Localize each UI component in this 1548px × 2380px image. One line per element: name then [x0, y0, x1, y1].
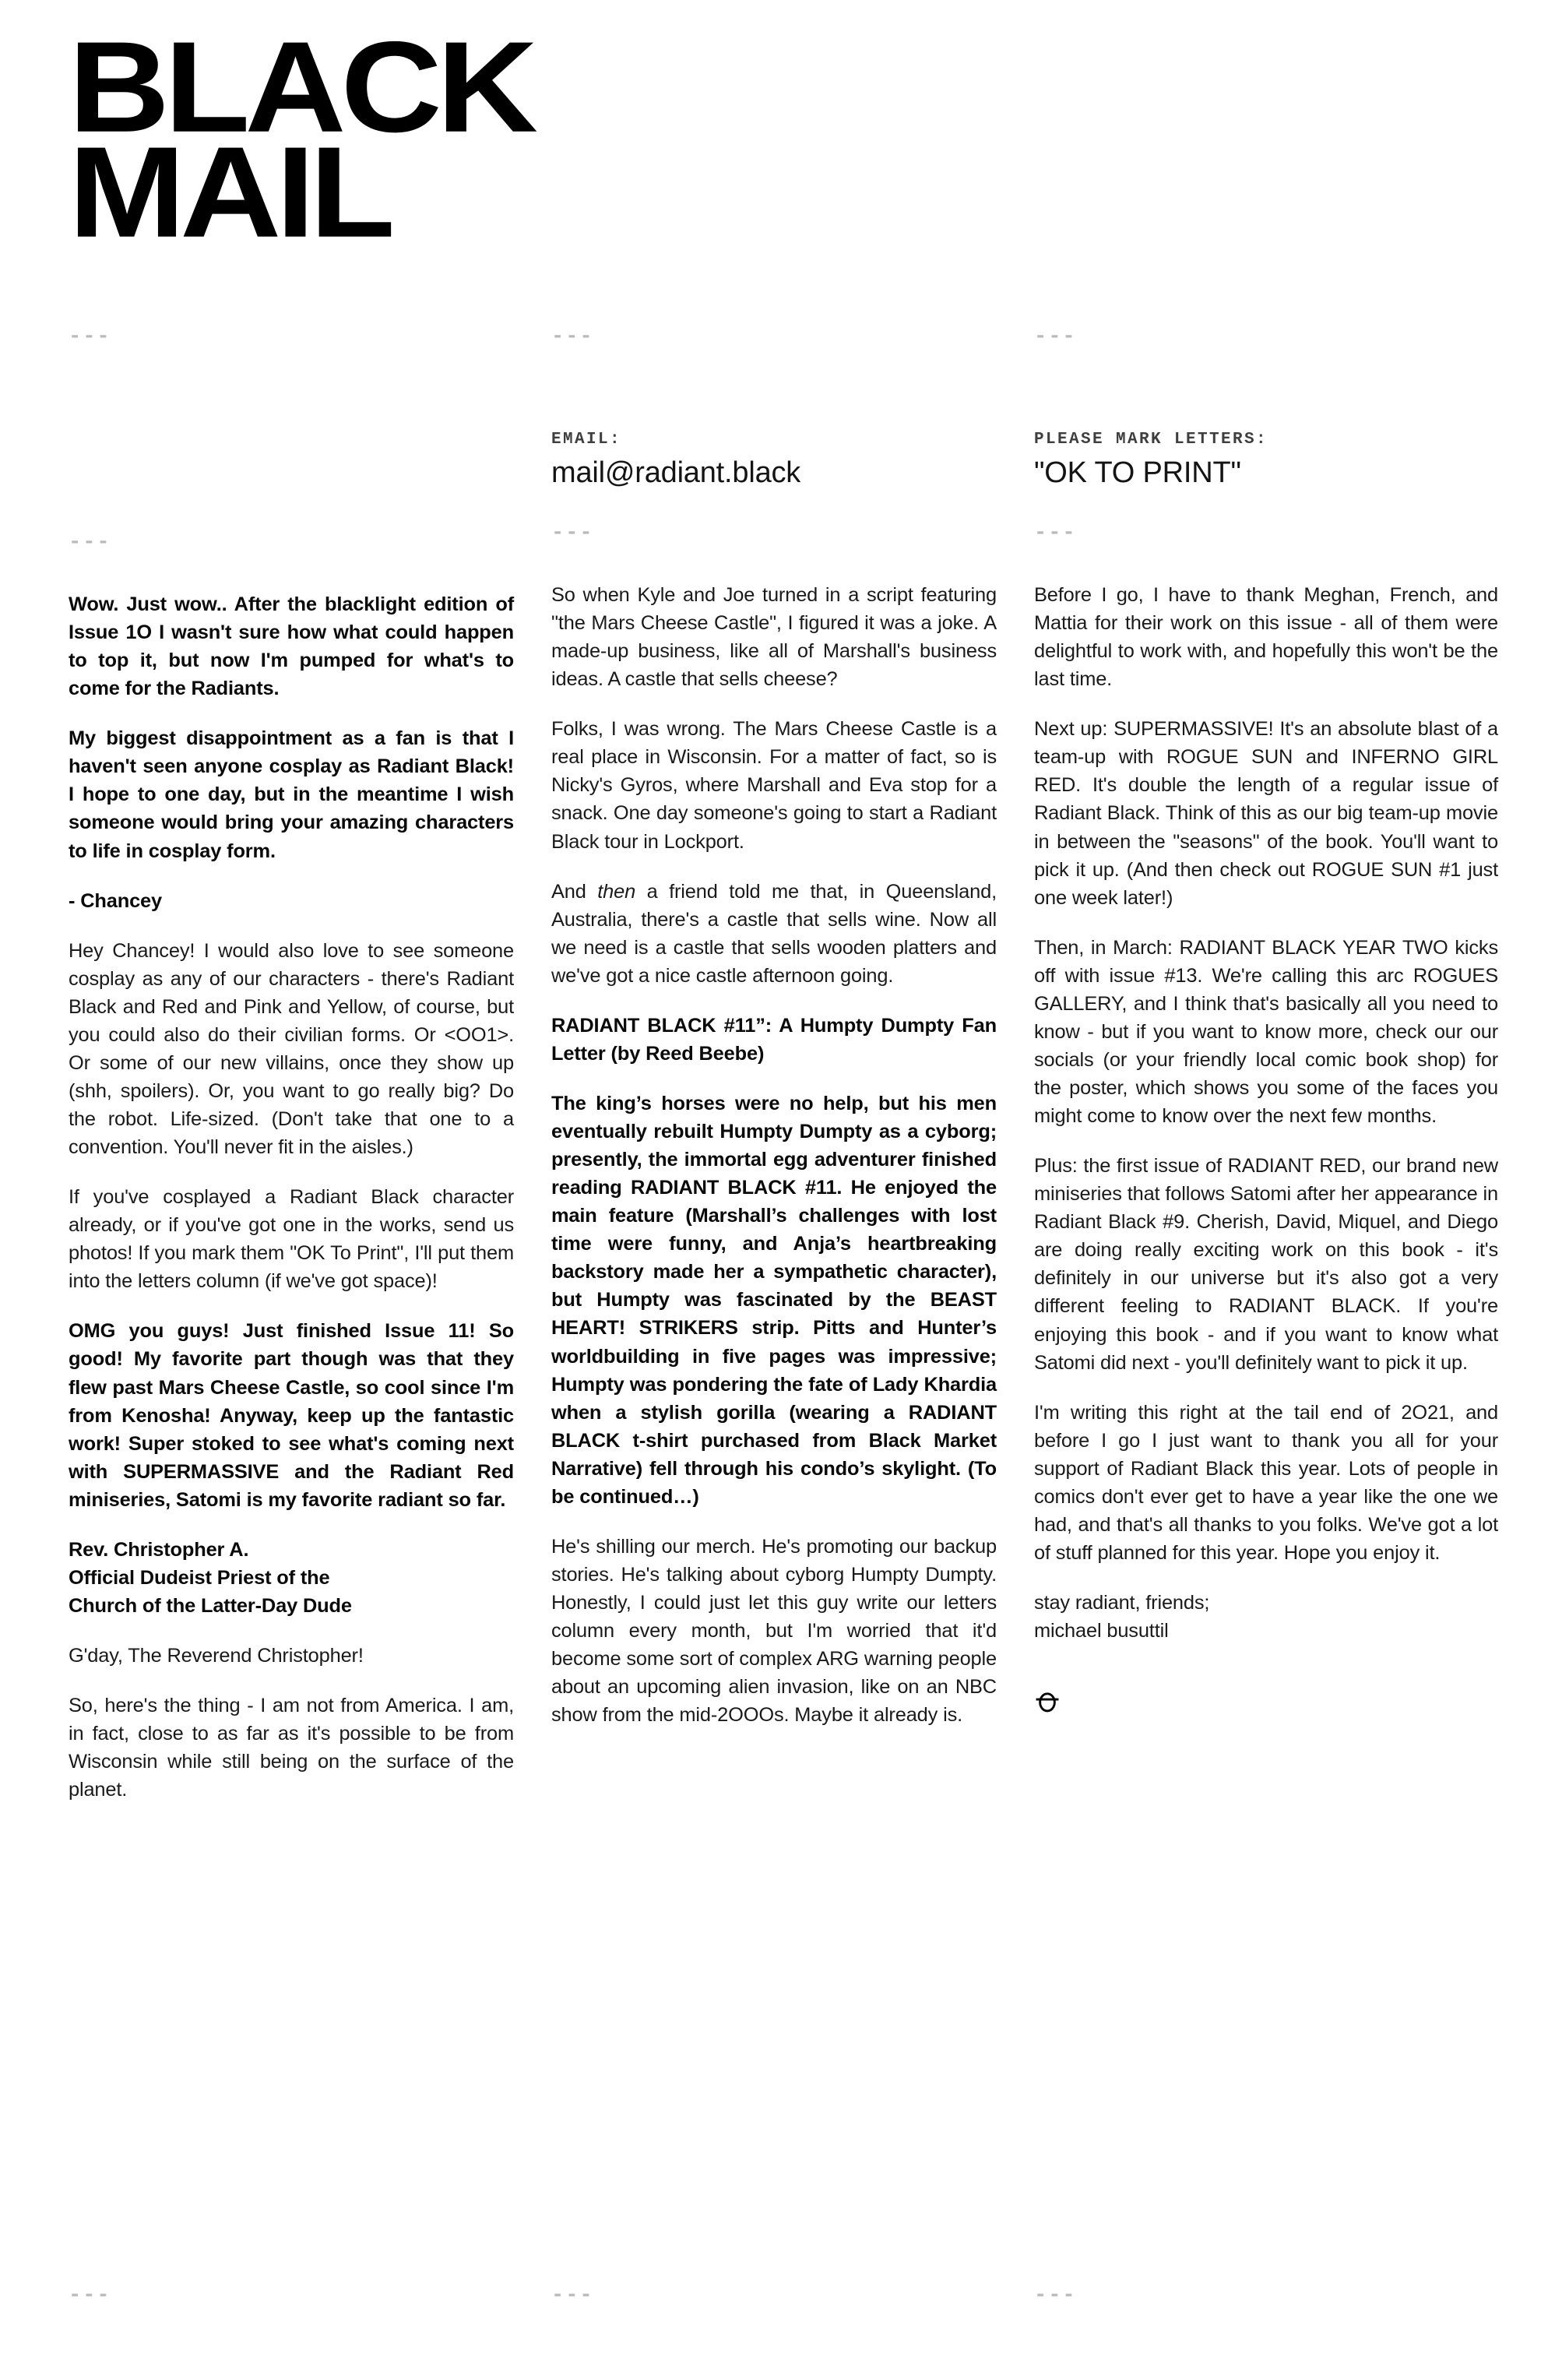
dash-rule-mid-col2: ---: [551, 522, 594, 545]
bottom-dash-rules: [69, 2286, 1479, 2309]
dash-rule-top-col3: ---: [1034, 326, 1077, 349]
mark-letters-label: PLEASE MARK LETTERS:: [1034, 431, 1268, 449]
column-three-header: [1034, 431, 1498, 523]
paragraph: - Chancey: [69, 889, 162, 912]
column-two-body: [551, 581, 997, 1729]
bottom-rule-col1-wrap: [69, 2286, 514, 2309]
masthead-line-black: BLACK: [69, 15, 533, 160]
paragraph: And then a friend told me that, in Queensland, Australia, there's a castle that sells wine. Now all we need is a castle that sells wooden platters and we've got a nice castle afternoon going.: [551, 880, 997, 987]
paragraph: So when Kyle and Joe turned in a script featuring "the Mars Cheese Castle", I figured it was a joke. A made-up business, like all of Marshall's business ideas. A castle that sells cheese?: [551, 584, 997, 691]
paragraph: OMG you guys! Just finished Issue 11! So good! My favorite part though was that they flew past Mars Cheese Castle, so cool since I'm from Kenosha! Anyway, keep up the fantastic work! Super stoked to see what's coming next with SUPERMASSIVE and the Radiant Red miniseries, Satomi is my favorite radiant so far.: [69, 1320, 514, 1511]
paragraph: G'day, The Reverend Christopher!: [69, 1645, 364, 1667]
dash-rule-mid-col1: ---: [69, 531, 111, 555]
paragraph: Wow. Just wow.. After the blacklight edition of Issue 1O I wasn't sure how what could happen to top it, but now I'm pumped for what's to come for the Radiants.: [69, 593, 514, 700]
dash-rule-bottom-col3: ---: [1034, 2284, 1077, 2308]
columns-container: [69, 326, 1498, 1804]
column-one-header: [69, 441, 514, 533]
paragraph: So, here's the thing - I am not from America. I am, in fact, close to as far as it's possible to be from Wisconsin while still being on the surface of the planet.: [69, 1695, 514, 1801]
bottom-rule-col2-wrap: [551, 2286, 997, 2309]
dash-rule-mid-col3: ---: [1034, 522, 1077, 545]
emphasis: then: [597, 880, 636, 903]
dash-rule-bottom-col1: ---: [69, 2284, 111, 2308]
column-two-header: [551, 431, 997, 523]
email-address[interactable]: mail@radiant.black: [551, 456, 801, 489]
paragraph: Then, in March: RADIANT BLACK YEAR TWO kicks off with issue #13. We're calling this arc ROGUES GALLERY, and I think that's basically all you need to know - but if you want to know more, check our our socials (or your friendly local comic book shop) for the poster, which shows you some of the faces you might come to know over the next few months.: [1034, 936, 1498, 1128]
paragraph: My biggest disappointment as a fan is that I haven't seen anyone cosplay as Radiant Black! I hope to one day, but in the meantime I wish someone would bring your amazing characters to life in cosplay form.: [69, 727, 514, 862]
column-two: [551, 327, 997, 1804]
paragraph: The king’s horses were no help, but his men eventually rebuilt Humpty Dumpty as a cyborg; presently, the immortal egg adventurer finished reading RADIANT BLACK #11. He enjoyed the main feature (Marshall’s challenges with lost time were funny, and Anja’s heartbreaking backstory made her a sympathetic character), but Humpty was fascinated by the BEAST HEART! STRIKERS strip. Pitts and Hunter’s worldbuilding in five pages was impressive; Humpty was pondering the fate of Lady Khardia when a stylish gorilla (wearing a RADIANT BLACK t-shirt purchased from Black Market Narrative) fell through his condo’s skylight. (To be continued…): [551, 1092, 997, 1508]
paragraph: Plus: the first issue of RADIANT RED, our brand new miniseries that follows Satomi after her appearance in Radiant Black #9. Cherish, David, Miquel, and Diego are doing really exciting work on this book - it's definitely in our universe but it's also got a very different feeling to RADIANT BLACK. If you're enjoying this book - and if you want to know what Satomi did next - you'll definitely want to pick it up.: [1034, 1155, 1498, 1374]
masthead-line-mail: MAIL: [69, 120, 390, 265]
dash-rule-top-col1: ---: [69, 326, 111, 349]
paragraph: He's shilling our merch. He's promoting our backup stories. He's talking about cyborg Humpty Dumpty. Honestly, I could just let this guy write our letters column every month, but I'm worried that it'd become some sort of complex ARG warning people about an upcoming alien invasion, like on an NBC show from the mid-2OOOs. Maybe it already is.: [551, 1535, 997, 1727]
column-three-body: [1034, 581, 1498, 1645]
masthead: [69, 15, 847, 265]
ok-to-print-value: "OK TO PRINT": [1034, 456, 1241, 489]
column-one: [69, 327, 514, 1804]
email-label: EMAIL:: [551, 431, 622, 449]
paragraph: Next up: SUPERMASSIVE! It's an absolute blast of a team-up with ROGUE SUN and INFERNO GIRL RED. It's double the length of a regular issue of Radiant Black. Think of this as our big team-up movie in between the "seasons" of the book. You'll want to pick it up. (And then check out ROGUE SUN #1 just one week later!): [1034, 718, 1498, 909]
radiant-black-symbol-icon: [1034, 1688, 1061, 1715]
bottom-rule-col3-wrap: [1034, 2286, 1498, 2309]
column-one-body: [69, 590, 514, 1804]
paragraph: Rev. Christopher A. Official Dudeist Priest of the Church of the Latter-Day Dude: [69, 1538, 352, 1617]
dash-rule-top-col2: ---: [551, 326, 594, 349]
paragraph: stay radiant, friends; michael busuttil: [1034, 1592, 1210, 1642]
paragraph: Folks, I was wrong. The Mars Cheese Castle is a real place in Wisconsin. For a matter of fact, so is Nicky's Gyros, where Marshall and Eva stop for a snack. One day someone's going to start a Radiant Black tour in Lockport.: [551, 718, 997, 853]
paragraph: RADIANT BLACK #11”: A Humpty Dumpty Fan Letter (by Reed Beebe): [551, 1014, 997, 1065]
paragraph: Before I go, I have to thank Meghan, French, and Mattia for their work on this issue - all of them were delightful to work with, and hopefully this won't be the last time.: [1034, 584, 1498, 691]
paragraph: Hey Chancey! I would also love to see someone cosplay as any of our characters - there's Radiant Black and Red and Pink and Yellow, of course, but you could also do their civilian forms. Or <OO1>. Or some of our new villains, once they show up (shh, spoilers). Or, you want to go really big? Do the robot. Life-sized. (Don't take that one to a convention. You'll never fit in the aisles.): [69, 939, 514, 1159]
paragraph: If you've cosplayed a Radiant Black character already, or if you've got one in the works, send us photos! If you mark them "OK To Print", I'll put them into the letters column (if we've got space)!: [69, 1186, 514, 1293]
dash-rule-bottom-col2: ---: [551, 2284, 594, 2308]
paragraph: I'm writing this right at the tail end of 2O21, and before I go I just want to thank you all for your support of Radiant Black this year. Lots of people in comics don't ever get to have a year like the one we had, and that's all thanks to you folks. We've got a lot of stuff planned for this year. Hope you enjoy it.: [1034, 1401, 1498, 1564]
column-three: [1034, 327, 1498, 1804]
